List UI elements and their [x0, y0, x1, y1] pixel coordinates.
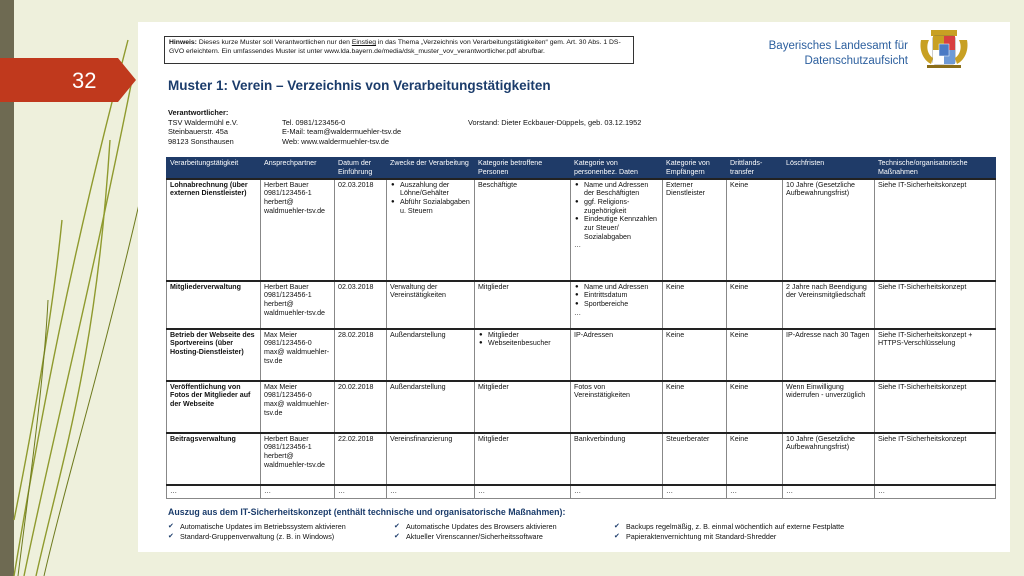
header-persons: Kategorie betroffene Personen — [475, 158, 571, 179]
table-row — [167, 179, 996, 281]
cell-data: Bankverbindung — [571, 433, 663, 485]
cell-deletion: IP-Adresse nach 30 Tagen — [783, 329, 875, 381]
cell-tom: Siehe IT-Sicherheitskonzept — [875, 281, 996, 329]
cell-purposes — [387, 179, 475, 281]
table-row — [167, 281, 996, 329]
list-item: ● Abführ Sozialabgaben u. Steuern — [390, 198, 471, 215]
slide-number: 32 — [72, 68, 97, 93]
cell-persons: Mitglieder — [475, 433, 571, 485]
cell-deletion: Wenn Einwilligung widerrufen - unverzüglich — [783, 381, 875, 433]
cell-recipients: Keine — [663, 329, 727, 381]
cell-date: 22.02.2018 — [335, 433, 387, 485]
cell-persons: Mitglieder — [475, 381, 571, 433]
header-purposes: Zwecke der Verarbeitung — [387, 158, 475, 179]
cell-persons: Beschäftigte — [475, 179, 571, 281]
cell-tom: Siehe IT-Sicherheitskonzept + HTTPS-Verschlüsselung — [875, 329, 996, 381]
cell-transfer: Keine — [727, 179, 783, 281]
cell-recipients: Steuerberater — [663, 433, 727, 485]
list-item: ● Webseitenbesucher — [478, 339, 567, 348]
cell-activity: Lohnabrechnung (über externen Dienstleister) — [167, 179, 261, 281]
cell-deletion: 10 Jahre (Gesetzliche Aufbewahrungsfrist) — [783, 433, 875, 485]
cell-persons: Mitglieder — [475, 281, 571, 329]
cell-purposes: Außendarstellung — [387, 381, 475, 433]
cell-contact: Herbert Bauer 0981/123456-1 herbert@ waldmuehler-tsv.de — [261, 433, 335, 485]
cell-date: 02.03.2018 — [335, 281, 387, 329]
cell-transfer: Keine — [727, 381, 783, 433]
cell-recipients: Externer Dienstleister — [663, 179, 727, 281]
cell-tom: Siehe IT-Sicherheitskonzept — [875, 179, 996, 281]
header-deletion: Löschfristen — [783, 158, 875, 179]
responsible-email: E-Mail: team@waldermuehler-tsv.de — [282, 127, 402, 137]
list-item: ● Sportbereiche — [574, 300, 659, 309]
security-measures-col1 — [168, 522, 346, 542]
cell-date: 02.03.2018 — [335, 179, 387, 281]
header-date: Datum der Einführung — [335, 158, 387, 179]
cell-ellipsis: … — [475, 485, 571, 499]
list-item: ✔ Automatische Updates im Betriebssystem aktivieren — [168, 522, 346, 532]
responsible-address — [168, 118, 238, 147]
cell-ellipsis: … — [727, 485, 783, 499]
document-title: Muster 1: Verein – Verzeichnis von Verarbeitungstätigkeiten — [168, 78, 551, 93]
cell-date: 28.02.2018 — [335, 329, 387, 381]
security-measures-col3 — [614, 522, 844, 542]
cell-transfer: Keine — [727, 329, 783, 381]
responsible-name: TSV Waldermühl e.V. — [168, 117, 239, 127]
list-item: ✔ Backups regelmäßig, z. B. einmal wöchentlich auf externe Festplatte — [614, 522, 844, 532]
hint-text-b: in das Thema „Verzeichnis von Verarbeitungstätigkeiten“ gem. Art. 30 Abs. 1 DS-GVO erleichtern. Ein umfassendes Muster ist unter www.lda.bayern.de/media/dsk_muster_vov_verantwortlicher.pdf abrufbar. — [169, 39, 621, 55]
responsible-block — [168, 108, 988, 146]
header-activity: Verarbeitungstätigkeit — [167, 158, 261, 179]
cell-data: Fotos von Vereinstätigkeiten — [571, 381, 663, 433]
cell-activity: Betrieb der Webseite des Sportvereins (über Hosting-Dienstleister) — [167, 329, 261, 381]
cell-activity: Beitragsverwaltung — [167, 433, 261, 485]
responsible-phone: Tel. 0981/123456-0 — [282, 117, 346, 127]
list-item: ● Eintrittsdatum — [574, 291, 659, 300]
cell-purposes: Verwaltung der Vereinstätigkeiten — [387, 281, 475, 329]
cell-purposes: Vereinsfinanzierung — [387, 433, 475, 485]
list-item: ● Mitglieder — [478, 331, 567, 340]
cell-persons — [475, 329, 571, 381]
cell-transfer: Keine — [727, 281, 783, 329]
document-page — [138, 22, 1010, 552]
table-row — [167, 433, 996, 485]
responsible-contact — [282, 118, 401, 147]
list-item: ✔ Automatische Updates des Browsers aktivieren — [394, 522, 557, 532]
slide-number-badge — [0, 58, 136, 102]
cell-data — [571, 281, 663, 329]
list-item: ● Eindeutige Kennzahlen zur Steuer/ Sozialabgaben — [574, 215, 659, 241]
header-contact: Ansprechpartner — [261, 158, 335, 179]
cell-ellipsis: … — [875, 485, 996, 499]
hint-text-a: Dieses kurze Muster soll Verantwortlichen nur den — [196, 39, 352, 46]
list-item: ✔ Papieraktenvernichtung mit Standard-Shredder — [614, 532, 844, 542]
cell-ellipsis: … — [663, 485, 727, 499]
security-measures-col2 — [394, 522, 557, 542]
cell-tom: Siehe IT-Sicherheitskonzept — [875, 381, 996, 433]
cell-deletion: 10 Jahre (Gesetzliche Aufbewahrungsfrist) — [783, 179, 875, 281]
cell-purposes: Außendarstellung — [387, 329, 475, 381]
header-tom: Technische/organisatorische Maßnahmen — [875, 158, 996, 179]
table-row — [167, 329, 996, 381]
responsible-web: Web: www.waldermuehler-tsv.de — [282, 136, 389, 146]
authority-name-line2: Datenschutzaufsicht — [804, 55, 908, 67]
cell-ellipsis: … — [783, 485, 875, 499]
responsible-board: Vorstand: Dieter Eckbauer-Düppels, geb. 03.12.1952 — [468, 117, 642, 127]
responsible-city: 98123 Sonsthausen — [168, 136, 234, 146]
cell-ellipsis: … — [574, 308, 582, 317]
cell-recipients: Keine — [663, 281, 727, 329]
cell-recipients: Keine — [663, 381, 727, 433]
authority-name — [766, 39, 908, 69]
cell-ellipsis: … — [387, 485, 475, 499]
hint-label: Hinweis: — [169, 39, 197, 46]
list-item: ● ggf. Religions-zugehörigkeit — [574, 198, 659, 215]
responsible-label: Verantwortlicher: — [168, 108, 229, 117]
cell-tom: Siehe IT-Sicherheitskonzept — [875, 433, 996, 485]
list-item: ✔ Aktueller Virenscanner/Sicherheitssoftware — [394, 532, 557, 542]
table-row-ellipsis — [167, 485, 996, 499]
cell-ellipsis: … — [335, 485, 387, 499]
cell-contact: Max Meier 0981/123456-0 max@ waldmuehler-tsv.de — [261, 329, 335, 381]
table-header-row — [167, 158, 996, 179]
list-item: ● Auszahlung der Löhne/Gehälter — [390, 181, 471, 198]
cell-contact: Herbert Bauer 0981/123456-1 herbert@ waldmuehler-tsv.de — [261, 179, 335, 281]
cell-data — [571, 179, 663, 281]
list-item: ● Name und Adressen der Beschäftigten — [574, 181, 659, 198]
list-item: ✔ Standard-Gruppenverwaltung (z. B. in Windows) — [168, 532, 346, 542]
hint-text-underlined: Einstieg — [351, 39, 377, 46]
security-concept-title: Auszug aus dem IT-Sicherheitskonzept (enthält technische und organisatorische Maßnahmen): — [168, 507, 566, 517]
cell-transfer: Keine — [727, 433, 783, 485]
cell-activity: Mitgliederverwaltung — [167, 281, 261, 329]
cell-contact: Herbert Bauer 0981/123456-1 herbert@ waldmuehler-tsv.de — [261, 281, 335, 329]
cell-date: 20.02.2018 — [335, 381, 387, 433]
cell-activity: Veröffentlichung von Fotos der Mitglieder auf der Webseite — [167, 381, 261, 433]
processing-register-table — [166, 157, 996, 499]
header-data: Kategorie von personenbez. Daten — [571, 158, 663, 179]
list-item: ● Name und Adressen — [574, 283, 659, 292]
cell-ellipsis: … — [571, 485, 663, 499]
cell-ellipsis: … — [167, 485, 261, 499]
cell-ellipsis: … — [574, 241, 582, 250]
cell-contact: Max Meier 0981/123456-0 max@ waldmuehler-tsv.de — [261, 381, 335, 433]
bavarian-coat-of-arms-icon — [917, 30, 971, 70]
hint-box — [164, 36, 634, 64]
table-row — [167, 381, 996, 433]
cell-ellipsis: … — [261, 485, 335, 499]
cell-data: IP-Adressen — [571, 329, 663, 381]
authority-name-line1: Bayerisches Landesamt für — [768, 40, 908, 52]
header-recipients: Kategorie von Empfängern — [663, 158, 727, 179]
responsible-street: Steinbauerstr. 45a — [168, 127, 228, 137]
header-transfer: Drittlands-transfer — [727, 158, 783, 179]
cell-deletion: 2 Jahre nach Beendigung der Vereinsmitgliedschaft — [783, 281, 875, 329]
